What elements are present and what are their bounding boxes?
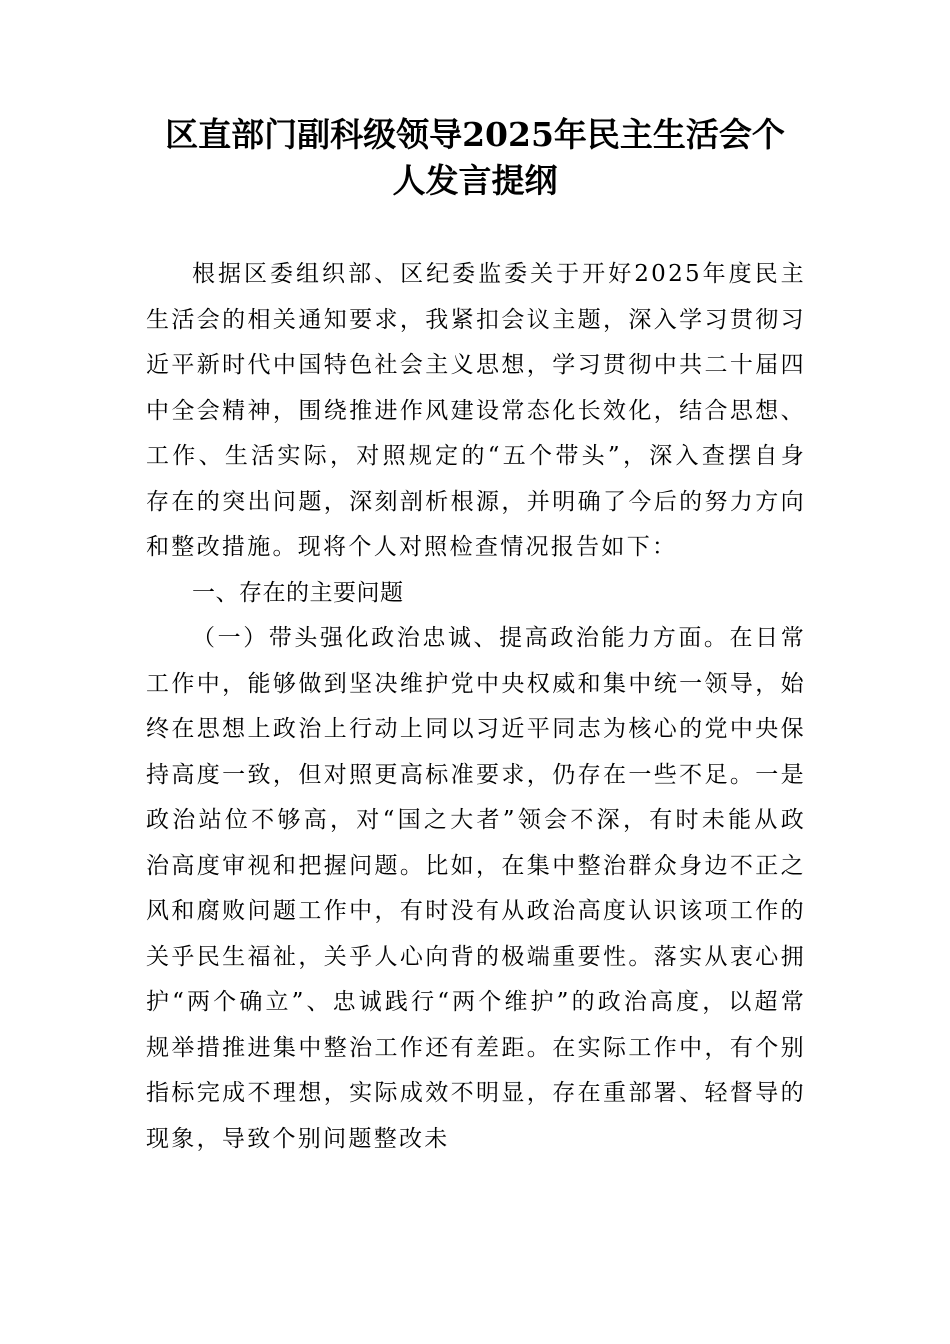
document-body [146, 252, 806, 1162]
document-title [140, 112, 810, 204]
intro-paragraph: 根据区委组织部、区纪委监委关于开好2025年度民主生活会的相关通知要求，我紧扣会议主题，深入学习贯彻习近平新时代中国特色社会主义思想，学习贯彻中共二十届四中全会精神，围绕推进作风建设常态化长效化，结合思想、工作、生活实际，对照规定的“五个带头”，深入查摆自身存在的突出问题，深刻剖析根源，并明确了今后的努力方向和整改措施。现将个人对照检查情况报告如下： [146, 261, 806, 560]
subsection-paragraph-1: （一）带头强化政治忠诚、提高政治能力方面。在日常工作中，能够做到坚决维护党中央权威和集中统一领导，始终在思想上政治上行动上同以习近平同志为核心的党中央保持高度一致，但对照更高标准要求，仍存在一些不足。一是政治站位不够高，对“国之大者”领会不深，有时未能从政治高度审视和把握问题。比如，在集中整治群众身边不正之风和腐败问题工作中，有时没有从政治高度认识该项工作的关乎民生福祉，关乎人心向背的极端重要性。落实从衷心拥护“两个确立”、忠诚践行“两个维护”的政治高度，以超常规举措推进集中整治工作还有差距。在实际工作中，有个别指标完成不理想，实际成效不明显，存在重部署、轻督导的现象，导致个别问题整改未 [146, 625, 806, 1152]
title-line-1: 区直部门副科级领导2025年民主生活会个 [165, 115, 785, 154]
title-line-2: 人发言提纲 [392, 161, 558, 200]
section-heading-1: 一、存在的主要问题 [192, 579, 404, 606]
